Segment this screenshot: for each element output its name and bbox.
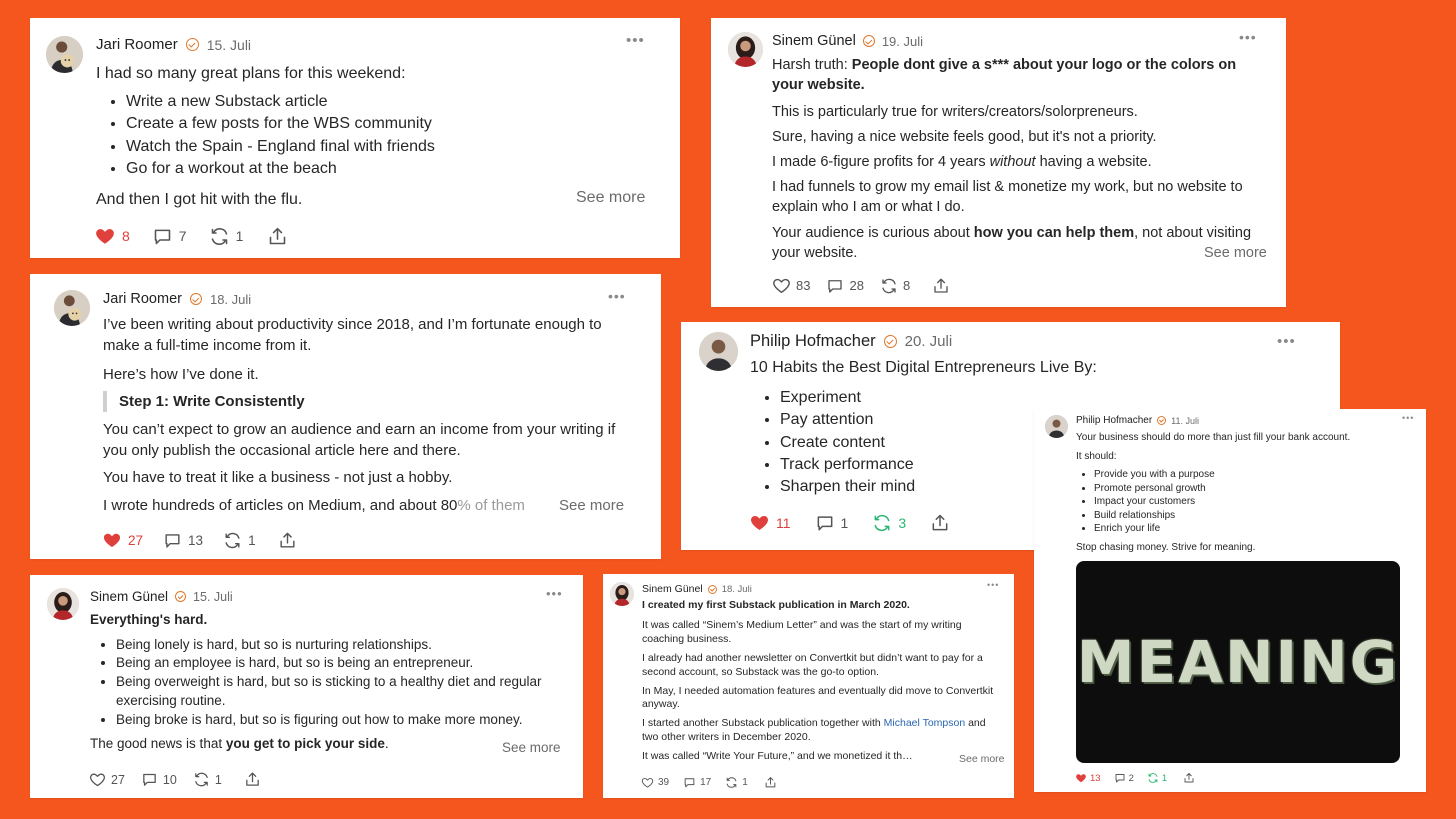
post-date[interactable]: 15. Juli [206,36,252,53]
text-span: I made 6-figure profits for 4 years [772,154,990,170]
restack-icon [880,277,898,295]
post-paragraph: Stop chasing money. Strive for meaning. [1076,541,1256,553]
more-options-icon[interactable]: ••• [608,288,626,304]
like-count: 11 [776,514,791,531]
see-more-link[interactable]: See more [502,740,561,755]
post-intro: I had so many great plans for this weekend: [96,65,406,82]
comment-button[interactable] [1114,772,1134,784]
post-body [1076,431,1416,554]
post-paragraph [642,717,1002,745]
post-paragraph [90,735,565,754]
author-name[interactable]: Jari Roomer [96,36,178,53]
more-options-icon[interactable]: ••• [626,32,645,49]
post-paragraph: You can’t expect to grow an audience and earn an income from your writing if you only publish the occasional article here and there. [103,421,616,459]
post-paragraph: In May, I needed automation features and eventually did move to Convertkit anyway. [642,684,994,711]
post-paragraph [772,152,1262,172]
blockquote: Step 1: Write Consistently [103,391,633,412]
image-text: MEANING [1076,628,1400,696]
post-image[interactable] [1076,561,1400,763]
comment-icon [141,771,158,788]
list-item: • Create content [780,432,1150,454]
post-paragraph: Here’s how I’ve done it. [103,366,259,383]
avatar[interactable] [47,588,79,620]
post-date[interactable]: 15. Juli [193,589,233,604]
share-icon [278,531,297,550]
more-options-icon[interactable]: ••• [546,586,563,601]
comment-icon [1114,772,1126,784]
post-title: Everything's hard. [90,612,208,627]
more-options-icon[interactable]: ••• [987,580,1000,590]
see-more-link[interactable]: See more [552,497,624,514]
share-icon [1183,772,1195,784]
share-button[interactable] [267,226,288,247]
text-bold: People dont give a s*** about your logo or the colors on your website. [772,57,1237,93]
comment-count: 13 [188,532,204,548]
more-options-icon[interactable]: ••• [1277,333,1296,350]
author-name[interactable]: Philip Hofmacher [750,332,876,350]
author-name[interactable]: Philip Hofmacher [1076,415,1153,426]
like-button[interactable] [102,530,143,550]
avatar[interactable] [46,36,83,73]
text-span: I wrote hundreds of articles on Medium, and about 80 [103,497,458,514]
list-item: • Provide you with a purpose [1094,468,1416,482]
see-more-link[interactable]: See more [955,753,1005,765]
post-card [30,274,661,559]
text-span: , not about visiting your website. [772,225,1252,261]
post-body [772,55,1262,263]
list-item: • Being lonely is hard, but so is nurturing relationships. [116,636,565,655]
see-more-link[interactable]: See more [576,189,646,206]
restack-button[interactable] [725,776,748,789]
post-paragraph [772,223,1260,263]
post-intro: 10 Habits the Best Digital Entrepreneurs Live By: [750,359,1097,376]
list-item: • Being an employee is hard, but so is being an entrepreneur. [116,654,565,673]
heart-icon [1075,772,1087,784]
avatar[interactable] [610,582,634,606]
heart-icon [772,276,791,295]
list-item: • Create a few posts for the WBS community [126,113,656,136]
comment-icon [683,776,696,789]
text-bold: how you can help them [973,225,1135,241]
verified-badge-icon [863,35,875,47]
post-card [30,575,583,798]
restack-count: 1 [248,532,256,548]
post-paragraph: Sure, having a nice website feels good, but it's not a priority. [772,129,1157,145]
comment-button[interactable] [815,513,849,533]
more-options-icon[interactable]: ••• [1239,29,1257,45]
post-date[interactable]: 20. Juli [904,333,953,350]
comment-button[interactable] [163,531,203,550]
share-button[interactable] [764,776,777,789]
like-button[interactable] [94,225,130,247]
comment-button[interactable] [683,776,711,789]
heart-icon [641,776,654,789]
restack-icon [725,776,738,789]
post-card [711,18,1286,307]
comment-count: 10 [162,772,177,787]
post-body [642,599,1002,764]
list-item: • Promote personal growth [1094,482,1416,496]
comment-button[interactable] [141,771,177,788]
list-item: • Experiment [780,387,1150,409]
post-paragraph: Your business should do more than just fill your bank account. [1076,432,1351,443]
comment-count: 2 [1128,772,1134,784]
post-closing: And then I got hit with the flu. [96,190,303,208]
restack-count: 1 [742,777,748,788]
like-count: 39 [658,777,670,788]
text-span: having a website. [1035,154,1152,170]
avatar[interactable] [728,32,763,67]
author-name[interactable]: Sinem Günel [642,583,703,595]
share-button[interactable] [244,771,261,788]
list-item: • Impact your customers [1094,495,1416,509]
verified-badge-icon [1157,416,1166,425]
restack-icon [872,513,892,533]
list-item: • Write a new Substack article [126,91,656,114]
see-more-link[interactable]: See more [1198,245,1267,261]
share-button[interactable] [278,531,297,550]
share-button[interactable] [930,513,950,533]
author-name[interactable]: Jari Roomer [103,291,182,307]
list-item: • Enrich your life [1094,522,1416,536]
comment-count: 1 [840,514,849,531]
restack-icon [193,771,210,788]
post-date[interactable]: 19. Juli [881,33,924,49]
text-span: Harsh truth: [772,57,852,73]
list-item: • Track performance [780,454,1150,476]
post-body [103,314,633,516]
author-name[interactable]: Sinem Günel [772,33,856,49]
post-card [30,18,680,258]
list-item: • Go for a workout at the beach [126,158,656,181]
restack-count: 3 [898,514,907,531]
share-icon [764,776,777,789]
restack-icon [223,531,242,550]
comment-icon [826,277,844,295]
restack-icon [1147,772,1159,784]
post-body [90,611,565,754]
list-item: • Build relationships [1094,509,1416,523]
avatar[interactable] [699,332,738,371]
comment-icon [163,531,182,550]
avatar[interactable] [1045,415,1068,438]
restack-count: 8 [902,278,911,293]
verified-badge-icon [884,335,897,348]
post-paragraph: I had funnels to grow my email list & monetize my work, but no website to explain who I am or what I do. [772,179,1243,215]
comment-count: 7 [178,228,187,244]
restack-button[interactable] [1147,772,1167,784]
restack-button[interactable] [872,513,906,533]
like-count: 27 [111,772,125,787]
comment-count: 28 [849,278,864,293]
verified-badge-icon [186,38,199,51]
more-options-icon[interactable]: ••• [1402,413,1415,423]
post-paragraph: It was called “Sinem’s Medium Letter” and was the start of my writing coaching business. [642,618,962,645]
like-button[interactable] [749,512,791,533]
text-faded: % of them [457,497,525,514]
list-item: • Being overweight is hard, but so is sticking to a healthy diet and regular exercising routine. [116,673,565,710]
text-span: . [384,736,389,752]
verified-badge-icon [708,585,717,594]
mention-link[interactable]: Michael Tompson [883,717,966,730]
post-paragraph [772,55,1262,95]
post-paragraph: This is particularly true for writers/creators/solorpreneurs. [772,104,1138,120]
list-item: • Watch the Spain - England final with friends [126,136,656,159]
like-button[interactable] [641,776,669,789]
share-icon [932,277,950,295]
post-paragraph: It was called “Write Your Future,” and we monetized it th… [642,750,913,763]
restack-button[interactable] [209,226,244,247]
restack-button[interactable] [223,531,256,550]
text-span: The good news is that [90,736,226,752]
restack-button[interactable] [880,277,910,295]
list-item: • Sharpen their mind [780,476,1150,498]
text-span: Your audience is curious about [772,225,974,241]
share-button[interactable] [1183,772,1195,784]
like-count: 8 [122,228,130,244]
comment-button[interactable] [826,277,863,295]
post-card [1034,409,1426,792]
heart-icon [102,530,122,550]
post-paragraph: I already had another newsletter on Convertkit but didn’t want to pay for a second account, so Substack was the go-to option. [642,651,983,678]
restack-count: 1 [235,228,244,244]
share-icon [930,513,950,533]
text-italic: without [989,154,1036,170]
post-card [603,574,1014,798]
post-paragraph: I’ve been writing about productivity since 2018, and I’m fortunate enough to make a full-time income from it. [103,316,602,354]
like-count: 27 [128,532,144,548]
comment-icon [152,226,173,247]
verified-badge-icon [190,293,202,305]
heart-icon [89,771,106,788]
comment-button[interactable] [152,226,187,247]
restack-button[interactable] [193,771,222,788]
verified-badge-icon [175,591,186,602]
restack-count: 1 [214,772,222,787]
post-date[interactable]: 18. Juli [209,291,252,307]
list-item: • Being broke is hard, but so is figuring out how to make more money. [116,711,565,730]
restack-count: 1 [1161,772,1168,784]
text-span: and two other writers in December 2020. [642,717,986,744]
like-button[interactable] [89,771,125,788]
share-button[interactable] [932,277,950,295]
heart-icon [94,225,116,247]
restack-icon [209,226,230,247]
like-button[interactable] [772,276,810,295]
comment-icon [815,513,835,533]
comment-count: 17 [700,777,712,788]
like-count: 83 [796,278,811,293]
share-icon [244,771,261,788]
post-body [96,63,656,211]
post-paragraph: You have to treat it like a business - not just a hobby. [103,469,453,486]
post-date[interactable]: 11. Juli [1171,415,1200,426]
avatar[interactable] [54,290,90,326]
post-date[interactable]: 18. Juli [721,583,752,595]
like-count: 13 [1090,772,1101,784]
author-name[interactable]: Sinem Günel [90,589,169,604]
text-bold: you get to pick your side [225,736,385,752]
post-title: I created my first Substack publication in March 2020. [642,599,910,611]
post-paragraph: It should: [1076,450,1117,462]
heart-icon [749,512,770,533]
like-button[interactable] [1075,772,1101,784]
share-icon [267,226,288,247]
list-item: • Pay attention [780,409,1150,431]
text-span: I started another Substack publication together with [642,717,884,730]
